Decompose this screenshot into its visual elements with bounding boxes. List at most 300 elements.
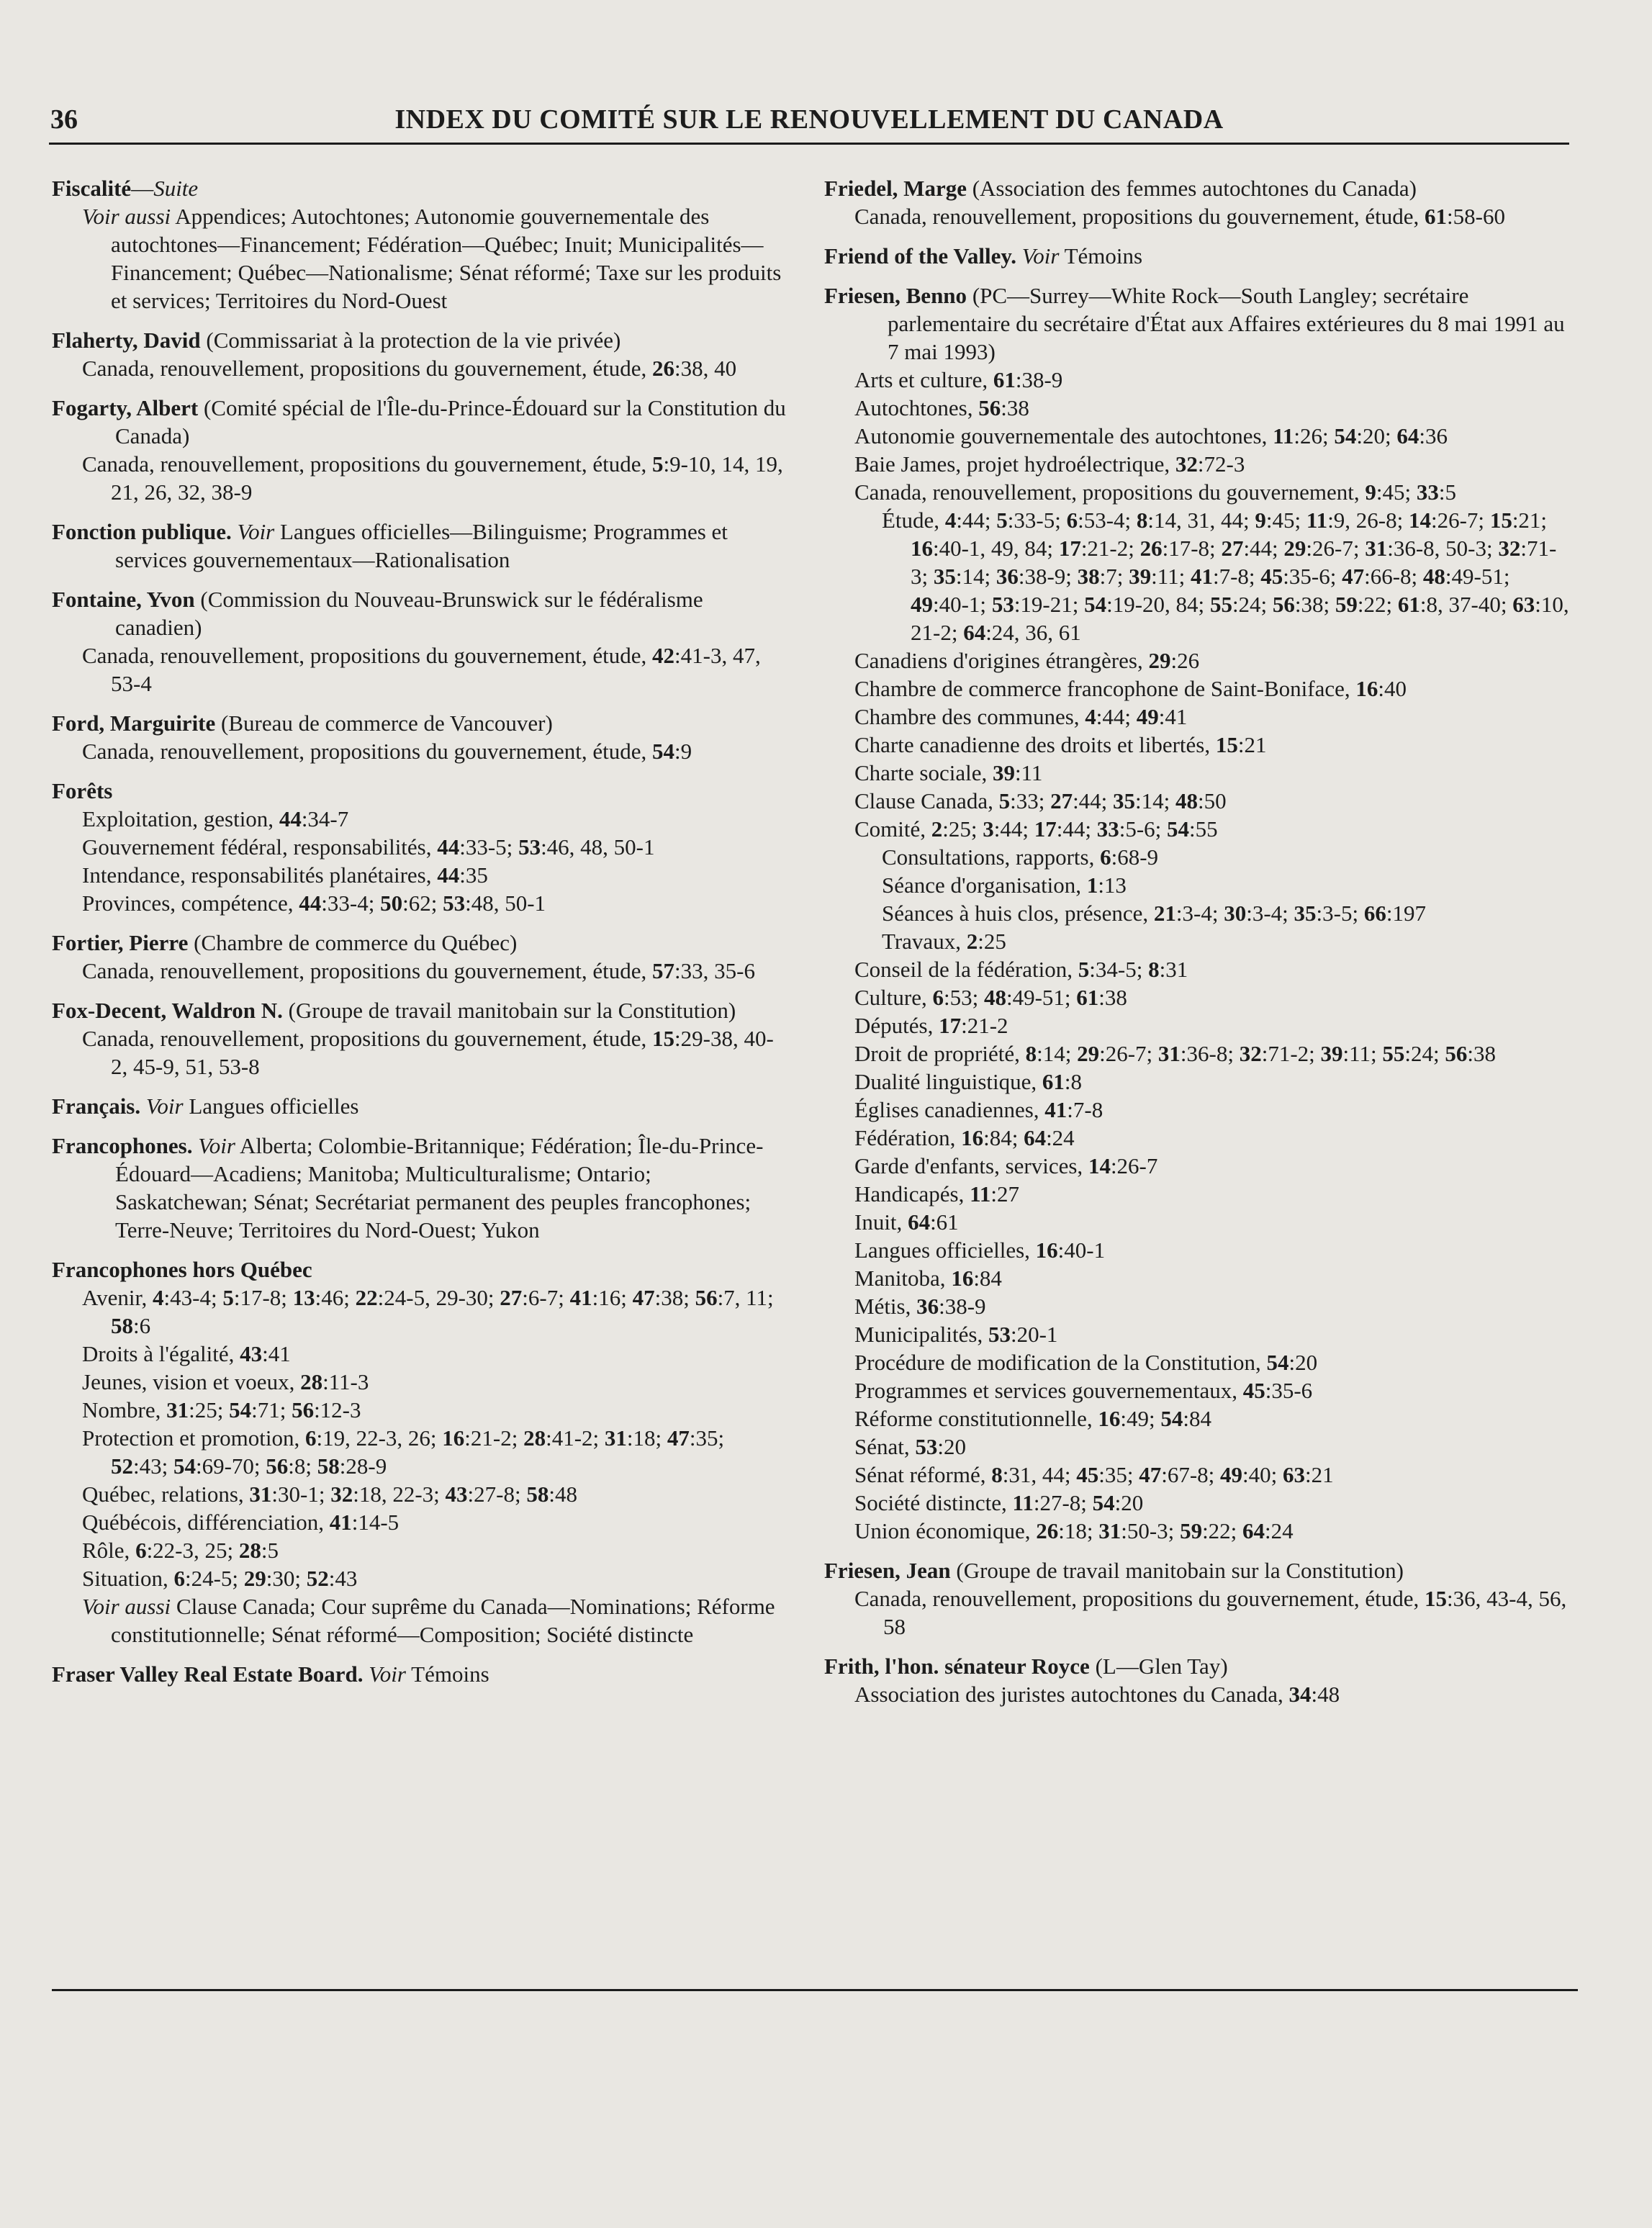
- bold-text: 49: [1220, 1462, 1243, 1487]
- entry-subentry: [824, 1292, 1569, 1320]
- bold-text: Francophones.: [52, 1133, 193, 1158]
- bold-text: 15: [1489, 508, 1512, 533]
- text: :14;: [1135, 788, 1176, 813]
- text: :12-3: [314, 1397, 361, 1422]
- text: :35;: [689, 1425, 725, 1451]
- footer-rule: [52, 1989, 1578, 1991]
- bold-text: 61: [1425, 204, 1448, 229]
- text: :33;: [1010, 788, 1051, 813]
- entry-heading: [824, 1652, 1569, 1680]
- text: :44;: [1056, 816, 1097, 842]
- text: :28-9: [339, 1453, 387, 1479]
- text: Société distincte,: [854, 1490, 1013, 1515]
- bold-text: 35: [1294, 901, 1317, 926]
- text: :61: [930, 1209, 959, 1235]
- text: :19, 22-3, 26;: [316, 1425, 443, 1451]
- text: Canada, renouvellement, propositions du gouvernement, étude,: [854, 204, 1425, 229]
- text: :38, 40: [674, 356, 737, 381]
- text: :14-5: [351, 1510, 400, 1535]
- entry-subentry: [824, 1039, 1569, 1068]
- text: :66-8;: [1364, 564, 1423, 589]
- bold-text: 54: [1334, 423, 1357, 448]
- bold-text: 29: [1283, 536, 1306, 561]
- text: :46, 48, 50-1: [541, 834, 655, 860]
- bold-text: 3: [983, 816, 994, 842]
- entry-subentry: [52, 1396, 786, 1424]
- bold-text: 31: [166, 1397, 189, 1422]
- bold-text: 16: [951, 1266, 974, 1291]
- text: :72-3: [1197, 451, 1245, 477]
- bold-text: 59: [1180, 1518, 1203, 1543]
- bold-text: 33: [1416, 479, 1439, 505]
- bold-text: 66: [1363, 901, 1386, 926]
- index-entry: [52, 777, 786, 917]
- entry-subentry: [52, 1592, 786, 1649]
- text: :11: [1014, 760, 1043, 785]
- bold-text: 29: [243, 1566, 266, 1591]
- text: Canadiens d'origines étrangères,: [854, 648, 1149, 673]
- bold-text: 1: [1086, 872, 1098, 898]
- text: Nombre,: [82, 1397, 167, 1422]
- bold-text: 31: [249, 1481, 272, 1507]
- bold-text: 56: [292, 1397, 315, 1422]
- bold-text: 6: [304, 1425, 317, 1451]
- text: Handicapés,: [854, 1181, 970, 1207]
- text: Témoins: [1059, 243, 1143, 269]
- text: :22;: [1357, 592, 1398, 617]
- bold-text: 32: [1239, 1041, 1262, 1066]
- text: :26;: [1294, 423, 1335, 448]
- entry-subentry: [824, 450, 1569, 478]
- text: Canada, renouvellement, propositions du gouvernement, étude,: [82, 1026, 653, 1051]
- bold-text: 16: [442, 1425, 465, 1451]
- text: :35;: [1098, 1462, 1139, 1487]
- text: :33-4;: [321, 890, 381, 916]
- bold-text: 44: [299, 890, 322, 916]
- text: Appendices; Autochtones; Autonomie gouvernementale des autochtones—Financement; Fédération—Québec; Inuit; Municipalités—Financement; Québec—Nationalisme; Sénat réformé; Taxe sur les produits et services; Territoires du Nord-Ouest: [111, 204, 782, 313]
- bold-text: Fortier, Pierre: [52, 930, 189, 955]
- text: :48, 50-1: [465, 890, 546, 916]
- bold-text: 11: [1012, 1490, 1034, 1515]
- entry-subentry: [824, 1489, 1569, 1517]
- bold-text: 58: [526, 1481, 549, 1507]
- text: :10, 21-2;: [911, 592, 1569, 645]
- page-number: 36: [50, 104, 78, 135]
- text: Langues officielles: [183, 1093, 359, 1119]
- bold-text: 53: [443, 890, 466, 916]
- text: Droits à l'égalité,: [82, 1341, 240, 1366]
- text: Autochtones,: [854, 395, 979, 420]
- text: :18, 22-3;: [353, 1481, 446, 1507]
- bold-text: 27: [500, 1285, 523, 1310]
- text: :71-2;: [1261, 1041, 1321, 1066]
- text: Provinces, compétence,: [82, 890, 299, 916]
- bold-text: Fontaine, Yvon: [52, 587, 195, 612]
- text: :30;: [266, 1566, 307, 1591]
- bold-text: 17: [939, 1013, 962, 1038]
- bold-text: 5: [652, 451, 664, 477]
- text: Séances à huis clos, présence,: [882, 901, 1154, 926]
- text: :24-5, 29-30;: [377, 1285, 500, 1310]
- text: :13: [1098, 872, 1127, 898]
- text: :8;: [288, 1453, 317, 1479]
- bold-text: 22: [355, 1285, 378, 1310]
- index-entry: [52, 394, 786, 506]
- bold-text: 35: [933, 564, 956, 589]
- bold-text: 6: [1066, 508, 1078, 533]
- bold-text: 41: [329, 1510, 352, 1535]
- text: Intendance, responsabilités planétaires,: [82, 862, 438, 888]
- bold-text: 42: [652, 643, 675, 668]
- text: :41: [262, 1341, 291, 1366]
- text: :38;: [1294, 592, 1335, 617]
- bold-text: 27: [1221, 536, 1244, 561]
- bold-text: 39: [992, 760, 1015, 785]
- entry-subentry: [52, 1284, 786, 1340]
- text: :21;: [1512, 508, 1548, 533]
- text: :36-8;: [1180, 1041, 1240, 1066]
- text: :197: [1386, 901, 1426, 926]
- bold-text: 55: [1382, 1041, 1405, 1066]
- entry-heading: [52, 1132, 786, 1244]
- text: :46;: [315, 1285, 356, 1310]
- text: Langues officielles,: [854, 1237, 1036, 1263]
- bold-text: 31: [604, 1425, 627, 1451]
- bold-text: 64: [963, 620, 986, 645]
- bold-text: Fox-Decent, Waldron N.: [52, 998, 283, 1023]
- text: Comité,: [854, 816, 931, 842]
- bold-text: Ford, Marguirite: [52, 711, 216, 736]
- text: Canada, renouvellement, propositions du gouvernement,: [854, 479, 1366, 505]
- entry-subentry: [824, 1461, 1569, 1489]
- text: :18;: [1058, 1518, 1099, 1543]
- bold-text: 56: [695, 1285, 718, 1310]
- text: :21: [1237, 732, 1267, 757]
- entry-heading: [52, 174, 786, 202]
- text: :17-8;: [1162, 536, 1222, 561]
- bold-text: 28: [300, 1369, 323, 1394]
- text: :31, 44;: [1002, 1462, 1077, 1487]
- index-column-left: [52, 174, 786, 1700]
- text: Baie James, projet hydroélectrique,: [854, 451, 1175, 477]
- bold-text: 4: [1085, 704, 1096, 729]
- text: :53-4;: [1078, 508, 1137, 533]
- text: Canada, renouvellement, propositions du gouvernement, étude,: [82, 356, 653, 381]
- text: Charte sociale,: [854, 760, 993, 785]
- text: :3-4;: [1175, 901, 1224, 926]
- entry-subentry: [824, 899, 1569, 927]
- text: (Groupe de travail manitobain sur la Constitution): [282, 998, 736, 1023]
- entry-heading: [52, 518, 786, 574]
- bold-text: 36: [916, 1294, 939, 1319]
- text: :24, 36, 61: [985, 620, 1081, 645]
- text: :41-3, 47, 53-4: [111, 643, 761, 696]
- text: :38: [1001, 395, 1029, 420]
- index-entry: [52, 585, 786, 698]
- bold-text: 38: [1077, 564, 1100, 589]
- page-header: [49, 99, 1569, 145]
- text: :35-6: [1265, 1378, 1313, 1403]
- bold-text: 63: [1512, 592, 1535, 617]
- text: :40-1;: [933, 592, 992, 617]
- bold-text: 44: [279, 806, 302, 831]
- text: :55: [1189, 816, 1218, 842]
- entry-subentry: [824, 1517, 1569, 1545]
- entry-subentry: [824, 366, 1569, 394]
- bold-text: 31: [1098, 1518, 1121, 1543]
- text: Étude,: [882, 508, 945, 533]
- bold-text: 16: [961, 1125, 984, 1150]
- text: :36-8, 50-3;: [1387, 536, 1499, 561]
- bold-text: 56: [978, 395, 1001, 420]
- bold-text: Fogarty, Albert: [52, 395, 199, 420]
- text: Protection et promotion,: [82, 1425, 305, 1451]
- text: :14;: [955, 564, 996, 589]
- bold-text: 49: [1136, 704, 1159, 729]
- text: :24;: [1232, 592, 1273, 617]
- bold-text: 64: [1396, 423, 1419, 448]
- text: Langues officielles—Bilinguisme; Programmes et services gouvernementaux—Rationalisation: [115, 519, 728, 572]
- bold-text: Friesen, Benno: [824, 283, 967, 308]
- text: Canada, renouvellement, propositions du gouvernement, étude,: [82, 958, 653, 983]
- index-column-right: [824, 174, 1569, 1720]
- bold-text: 54: [1266, 1350, 1289, 1375]
- bold-text: 43: [240, 1341, 263, 1366]
- text: Rôle,: [82, 1538, 136, 1563]
- bold-text: 26: [1036, 1518, 1059, 1543]
- text: :5: [261, 1538, 279, 1563]
- text: :36: [1419, 423, 1448, 448]
- bold-text: 48: [1422, 564, 1445, 589]
- text: :44;: [956, 508, 997, 533]
- text: :38-9: [1015, 367, 1063, 392]
- entry-subentry: [824, 422, 1569, 450]
- bold-text: 17: [1034, 816, 1057, 842]
- bold-text: 5: [996, 508, 1008, 533]
- text: :21-2;: [1080, 536, 1140, 561]
- text: :48: [1311, 1682, 1340, 1707]
- bold-text: 34: [1288, 1682, 1312, 1707]
- text: :9, 26-8;: [1327, 508, 1409, 533]
- text: :11;: [1342, 1041, 1383, 1066]
- entry-subentry: [824, 703, 1569, 731]
- index-entry: [52, 1255, 786, 1649]
- bold-text: 52: [306, 1566, 329, 1591]
- text: :22-3, 25;: [146, 1538, 239, 1563]
- entry-heading: [824, 1556, 1569, 1584]
- text: Union économique,: [854, 1518, 1037, 1543]
- text: Inuit,: [854, 1209, 908, 1235]
- entry-heading: [52, 585, 786, 641]
- bold-text: Frith, l'hon. sénateur Royce: [824, 1654, 1090, 1679]
- text: :5: [1438, 479, 1456, 505]
- bold-text: 4: [153, 1285, 164, 1310]
- text: Arts et culture,: [854, 367, 993, 392]
- text: :7-8: [1067, 1097, 1103, 1122]
- bold-text: 26: [652, 356, 675, 381]
- entry-subentry: [52, 805, 786, 833]
- text: :38-9: [939, 1294, 986, 1319]
- bold-text: 32: [330, 1481, 353, 1507]
- text: (Commissariat à la protection de la vie privée): [200, 328, 621, 353]
- text: :38;: [654, 1285, 695, 1310]
- bold-text: 14: [1409, 508, 1431, 533]
- entry-subentry: [824, 1011, 1569, 1039]
- text: :49;: [1120, 1406, 1161, 1431]
- bold-text: 11: [1306, 508, 1328, 533]
- bold-text: 6: [1100, 844, 1111, 870]
- bold-text: 9: [1365, 479, 1376, 505]
- bold-text: 5: [998, 788, 1011, 813]
- entry-subentry: [52, 450, 786, 506]
- bold-text: 54: [1092, 1490, 1115, 1515]
- bold-text: 21: [1153, 901, 1176, 926]
- index-entry: [52, 174, 786, 315]
- entry-subentry: [824, 1264, 1569, 1292]
- index-entry: [52, 709, 786, 765]
- bold-text: 49: [911, 592, 933, 617]
- text: :24: [1046, 1125, 1075, 1150]
- text: :18;: [626, 1425, 667, 1451]
- bold-text: 8: [1136, 508, 1148, 533]
- text: Conseil de la fédération,: [854, 957, 1078, 982]
- bold-text: 16: [1355, 676, 1378, 701]
- bold-text: 56: [1272, 592, 1295, 617]
- text: :43;: [133, 1453, 173, 1479]
- entry-heading: [52, 394, 786, 450]
- entry-subentry: [52, 1424, 786, 1480]
- entry-heading: [52, 1092, 786, 1120]
- text: :43-4;: [163, 1285, 223, 1310]
- bold-text: 41: [1044, 1097, 1068, 1122]
- entry-subentry: [52, 1480, 786, 1508]
- text: :69-70;: [195, 1453, 266, 1479]
- entry-subentry: [824, 843, 1569, 871]
- bold-text: Fraser Valley Real Estate Board.: [52, 1661, 364, 1687]
- text: :11-3: [322, 1369, 369, 1394]
- text: :5-6;: [1119, 816, 1168, 842]
- bold-text: 41: [1190, 564, 1213, 589]
- entry-subentry: [52, 354, 786, 382]
- text: Églises canadiennes,: [854, 1097, 1045, 1122]
- text: :3-5;: [1316, 901, 1364, 926]
- bold-text: 64: [908, 1209, 931, 1235]
- text: (Groupe de travail manitobain sur la Constitution): [950, 1558, 1404, 1583]
- bold-text: Flaherty, David: [52, 328, 201, 353]
- text: :84;: [983, 1125, 1024, 1150]
- text: :71;: [251, 1397, 292, 1422]
- text: :19-20, 84;: [1106, 592, 1210, 617]
- text: :53;: [944, 985, 984, 1010]
- text: :20: [1114, 1490, 1144, 1515]
- bold-text: 48: [983, 985, 1006, 1010]
- text: :34-5;: [1089, 957, 1149, 982]
- text: :7, 11;: [717, 1285, 774, 1310]
- bold-text: 55: [1209, 592, 1232, 617]
- bold-text: 5: [1078, 957, 1090, 982]
- italic-text: Voir: [237, 519, 275, 544]
- text: :40;: [1242, 1462, 1283, 1487]
- text: Canada, renouvellement, propositions du gouvernement, étude,: [854, 1586, 1425, 1611]
- bold-text: 6: [173, 1566, 185, 1591]
- text: :6-7;: [522, 1285, 570, 1310]
- bold-text: 11: [970, 1181, 991, 1207]
- entry-heading: [824, 281, 1569, 366]
- text: Chambre de commerce francophone de Saint-Boniface,: [854, 676, 1356, 701]
- text: Gouvernement fédéral, responsabilités,: [82, 834, 438, 860]
- text: :36, 43-4, 56, 58: [883, 1586, 1567, 1639]
- entry-subentry: [824, 1680, 1569, 1708]
- bold-text: 64: [1024, 1125, 1047, 1150]
- text: :62;: [402, 890, 443, 916]
- bold-text: 45: [1076, 1462, 1099, 1487]
- text: Programmes et services gouvernementaux,: [854, 1378, 1243, 1403]
- text: :35-6;: [1283, 564, 1342, 589]
- index-entry: [52, 1132, 786, 1244]
- entry-subentry: [52, 889, 786, 917]
- index-entry: [52, 518, 786, 574]
- italic-text: Voir: [145, 1093, 184, 1119]
- bold-text: 8: [1148, 957, 1160, 982]
- text: Culture,: [854, 985, 933, 1010]
- bold-text: 14: [1088, 1153, 1111, 1178]
- italic-text: Voir: [198, 1133, 235, 1158]
- bold-text: 28: [238, 1538, 261, 1563]
- bold-text: 52: [111, 1453, 133, 1479]
- text: Députés,: [854, 1013, 939, 1038]
- bold-text: 56: [1445, 1041, 1468, 1066]
- text: :49-51;: [1445, 564, 1510, 589]
- entry-heading: [52, 929, 786, 957]
- entry-subentry: [824, 1320, 1569, 1348]
- entry-subentry: [52, 861, 786, 889]
- entry-subentry: [824, 1376, 1569, 1404]
- entry-subentry: [824, 955, 1569, 983]
- bold-text: 44: [437, 834, 460, 860]
- text: :14;: [1037, 1041, 1078, 1066]
- entry-heading: [52, 777, 786, 805]
- entry-heading: [824, 242, 1569, 270]
- bold-text: 35: [1113, 788, 1136, 813]
- text: :45;: [1376, 479, 1417, 505]
- text: :22;: [1202, 1518, 1243, 1543]
- entry-subentry: [52, 1564, 786, 1592]
- entry-subentry: [824, 815, 1569, 843]
- text: Fédération,: [854, 1125, 962, 1150]
- text: :40: [1378, 676, 1407, 701]
- text: Québécois, différenciation,: [82, 1510, 330, 1535]
- text: Canada, renouvellement, propositions du gouvernement, étude,: [82, 643, 653, 668]
- entry-subentry: [824, 1404, 1569, 1433]
- text: [140, 1093, 146, 1119]
- entry-subentry: [824, 478, 1569, 506]
- bold-text: 30: [1224, 901, 1247, 926]
- text: Droit de propriété,: [854, 1041, 1026, 1066]
- index-entry: [52, 1660, 786, 1688]
- entry-subentry: [824, 1068, 1569, 1096]
- bold-text: Français.: [52, 1093, 141, 1119]
- text: :24;: [1404, 1041, 1445, 1066]
- entry-subentry: [824, 1096, 1569, 1124]
- entry-subentry: [824, 1236, 1569, 1264]
- bold-text: 33: [1096, 816, 1119, 842]
- text: :38: [1467, 1041, 1496, 1066]
- bold-text: 58: [317, 1453, 340, 1479]
- entry-subentry: [52, 1024, 786, 1081]
- bold-text: 45: [1260, 564, 1283, 589]
- bold-text: 54: [1167, 816, 1190, 842]
- entry-subentry: [824, 202, 1569, 230]
